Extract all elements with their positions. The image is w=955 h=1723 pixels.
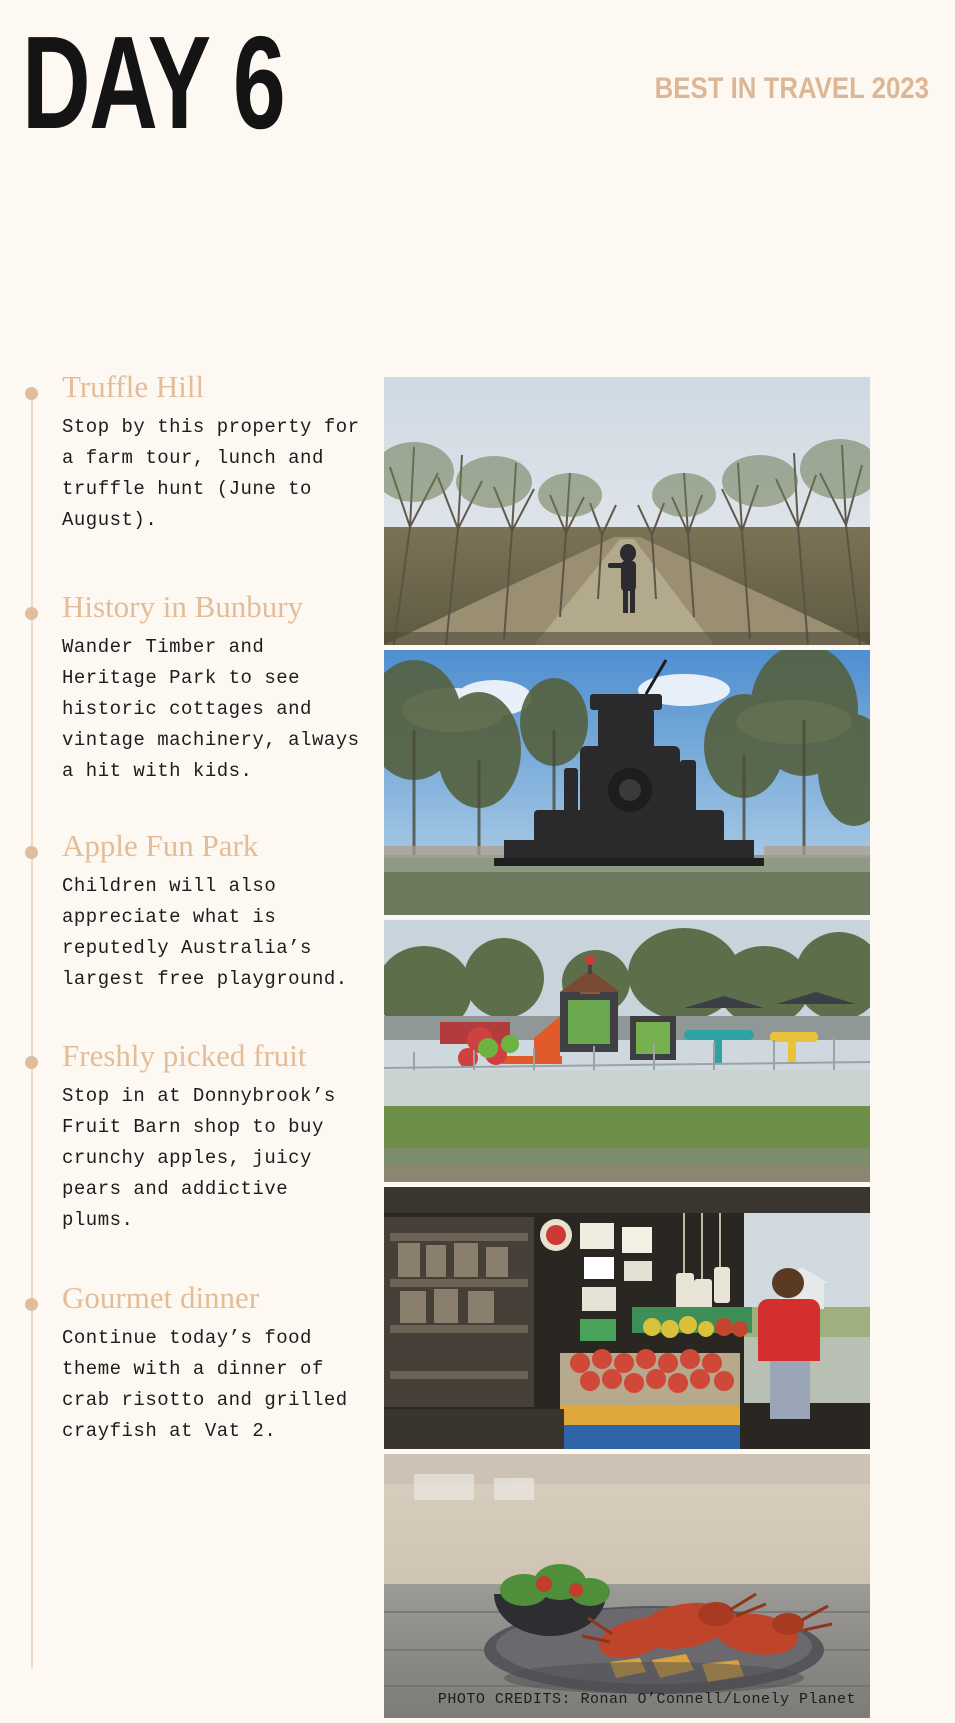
list-item	[0, 1279, 370, 1447]
item-body: Stop by this property for a farm tour, lunch and truffle hunt (June to August).	[62, 416, 360, 531]
photo-apple-fun-park-graphic	[384, 920, 870, 1182]
page-title: DAY 6	[22, 9, 285, 156]
photo-gourmet-dinner	[384, 1454, 870, 1718]
photo-credits: PHOTO CREDITS: Ronan O’Connell/Lonely Planet	[437, 1691, 856, 1708]
brand-label: BEST IN TRAVEL 2023	[654, 72, 929, 105]
timeline-dot-icon	[25, 387, 38, 400]
photo-steam-locomotive-graphic	[384, 650, 870, 915]
timeline-dot-icon	[25, 1056, 38, 1069]
photo-fruit-barn-graphic	[384, 1187, 870, 1449]
item-body: Stop in at Donnybrook’s Fruit Barn shop to buy crunchy apples, juicy pears and addictive plums.	[62, 1085, 336, 1231]
photo-gourmet-dinner-graphic	[384, 1454, 870, 1718]
timeline-dot-icon	[25, 607, 38, 620]
item-body: Continue today’s food theme with a dinner of crab risotto and grilled crayfish at Vat 2.	[62, 1327, 348, 1442]
timeline-dot-icon	[25, 1298, 38, 1311]
item-title: Truffle Hill	[62, 369, 205, 404]
list-item	[0, 827, 370, 995]
page-header	[0, 0, 955, 182]
list-item	[0, 1037, 370, 1236]
item-body: Wander Timber and Heritage Park to see historic cottages and vintage machinery, always a hit with kids.	[62, 636, 360, 782]
list-item	[0, 588, 370, 787]
photo-steam-locomotive	[384, 650, 870, 915]
photo-truffle-orchard	[384, 377, 870, 645]
photo-fruit-barn	[384, 1187, 870, 1449]
timeline-dot-icon	[25, 846, 38, 859]
item-title: Apple Fun Park	[62, 828, 259, 863]
itinerary-list	[0, 368, 370, 1465]
item-title: History in Bunbury	[62, 589, 304, 624]
photo-column	[384, 377, 870, 1723]
item-title: Freshly picked fruit	[62, 1038, 307, 1073]
item-body: Children will also appreciate what is reputedly Australia’s largest free playground.	[62, 875, 348, 990]
photo-apple-fun-park	[384, 920, 870, 1182]
list-item	[0, 368, 370, 536]
item-title: Gourmet dinner	[62, 1280, 260, 1315]
photo-truffle-orchard-graphic	[384, 377, 870, 645]
